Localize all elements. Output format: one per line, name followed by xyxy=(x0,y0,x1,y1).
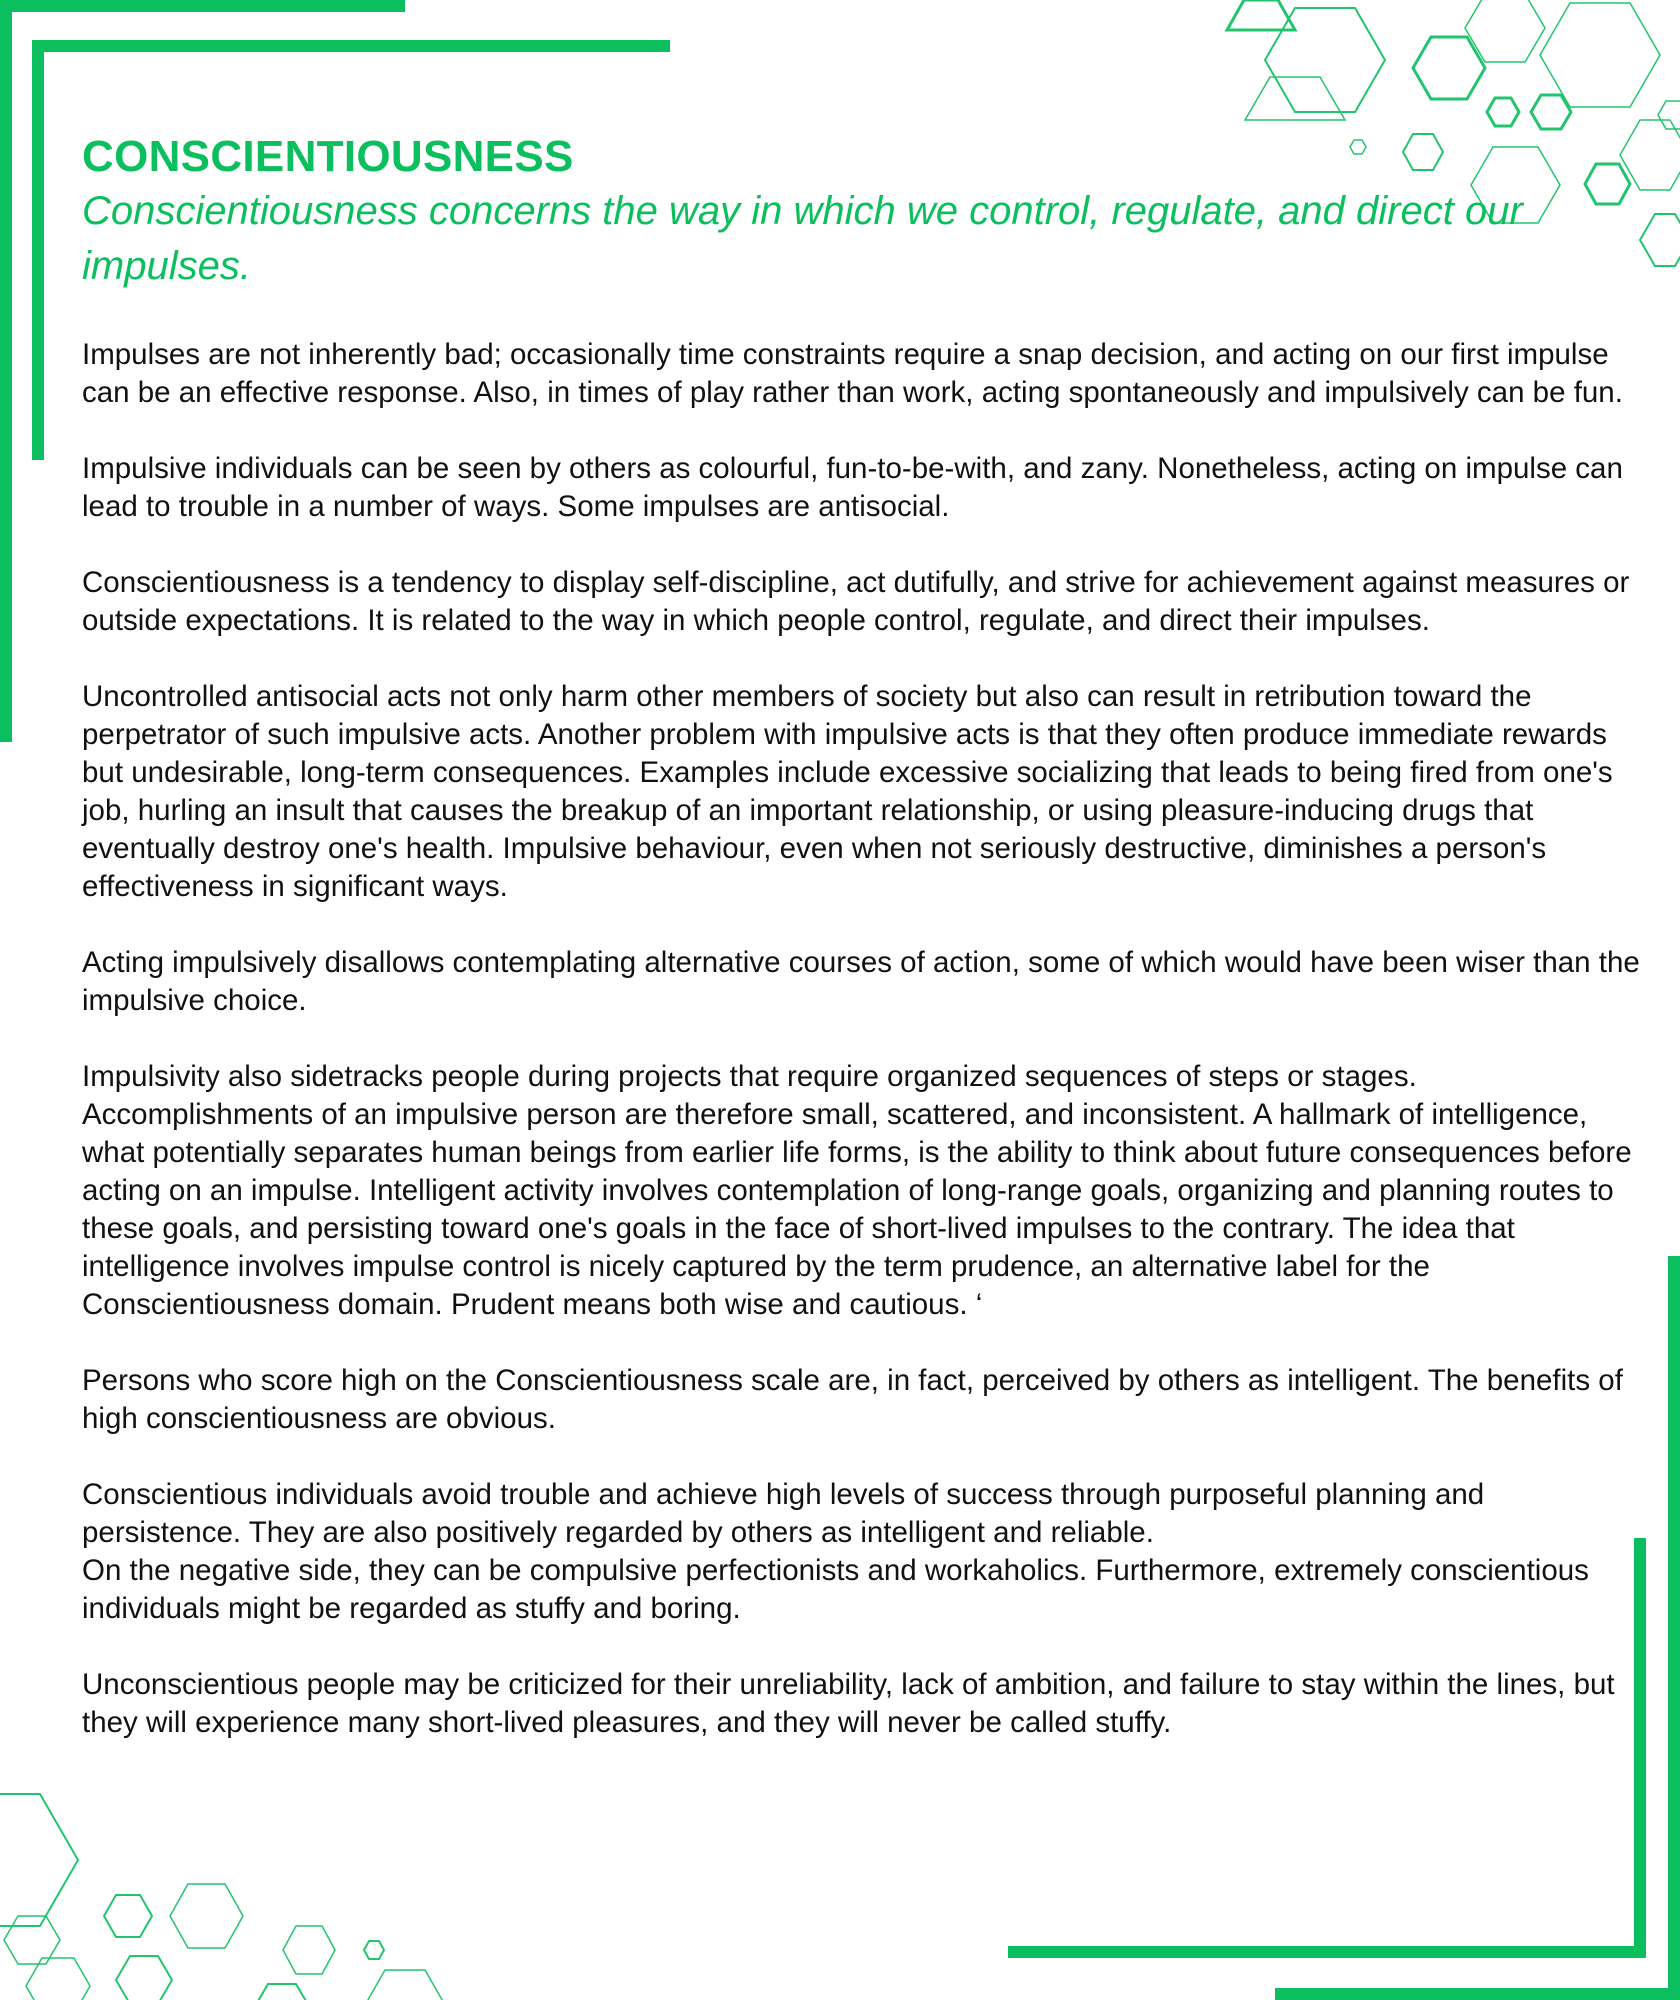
frame-bar-right-outer xyxy=(1668,1256,1680,2000)
article xyxy=(82,130,1642,1780)
paragraph-antisocial-acts: Uncontrolled antisocial acts not only harm other members of society but also can result in retribution toward the perpetrator of such impulsive acts. Another problem with impulsive acts is that they often produce immediate rewards but undesirable, long-term consequences. Examples include excessive socializing that leads to being fired from one's job, hurling an insult that causes the breakup of an important relationship, or using pleasure-inducing drugs that eventually destroy one's health. Impulsive behaviour, even when not seriously destructive, diminishes a person's effectiveness in significant ways. xyxy=(82,680,1613,904)
hexagon-pattern-bottom-left xyxy=(0,1780,470,2000)
frame-bar-left-inner xyxy=(32,40,44,460)
paragraph-conscientious-individuals xyxy=(82,1476,1642,1628)
frame-bar-bottom-right-outer xyxy=(1275,1988,1680,2000)
paragraph-impulsivity-sidetracks: Impulsivity also sidetracks people during projects that require organized sequences of steps or stages. Accomplishments of an impulsive person are therefore small, scattered, and inconsistent. A hallmark of intelligence, what potentially separates human beings from earlier life forms, is the ability to think about future consequences before acting on an impulse. Intelligent activity involves contemplation of long-range goals, organizing and planning routes to these goals, and persisting toward one's goals in the face of short-lived impulses to the contrary. The idea that intelligence involves impulse control is nicely captured by the term prudence, an alternative label for the Conscientiousness domain. Prudent means both wise and cautious. ‘ xyxy=(82,1060,1632,1322)
paragraph-high-scorers: Persons who score high on the Conscientiousness scale are, in fact, perceived by others as intelligent. The benefits of high conscientiousness are obvious. xyxy=(82,1364,1623,1436)
frame-bar-top-left-outer xyxy=(0,0,405,12)
paragraph-line-positive: Conscientious individuals avoid trouble and achieve high levels of success through purposeful planning and persistence. They are also positively regarded by others as intelligent and reliable. xyxy=(82,1478,1485,1550)
paragraph-definition: Conscientiousness is a tendency to display self-discipline, act dutifully, and strive for achievement against measures or outside expectations. It is related to the way in which people control, regulate, and direct their impulses. xyxy=(82,566,1630,638)
paragraph-acting-impulsively: Acting impulsively disallows contemplating alternative courses of action, some of which would have been wiser than the impulsive choice. xyxy=(82,946,1640,1018)
page-subtitle: Conscientiousness concerns the way in which we control, regulate, and direct our impulses. xyxy=(82,188,1523,288)
frame-bar-left-outer xyxy=(0,0,12,742)
paragraph-unconscientious-people: Unconscientious people may be criticized for their unreliability, lack of ambition, and failure to stay within the lines, but they will experience many short-lived pleasures, and they will never be called stuffy. xyxy=(82,1668,1615,1740)
paragraph-impulses-not-bad: Impulses are not inherently bad; occasionally time constraints require a snap decision, and acting on our first impulse can be an effective response. Also, in times of play rather than work, acting spontaneously and impulsively can be fun. xyxy=(82,338,1623,410)
frame-bar-top-left-inner xyxy=(32,40,670,52)
paragraph-line-negative: On the negative side, they can be compulsive perfectionists and workaholics. Furthermore, extremely conscientious individuals might be regarded as stuffy and boring. xyxy=(82,1554,1589,1626)
frame-bar-bottom-right-inner xyxy=(1008,1946,1646,1958)
page-title: CONSCIENTIOUSNESS xyxy=(82,132,574,181)
paragraph-impulsive-individuals: Impulsive individuals can be seen by others as colourful, fun-to-be-with, and zany. Nonetheless, acting on impulse can lead to trouble in a number of ways. Some impulses are antisocial. xyxy=(82,452,1623,524)
